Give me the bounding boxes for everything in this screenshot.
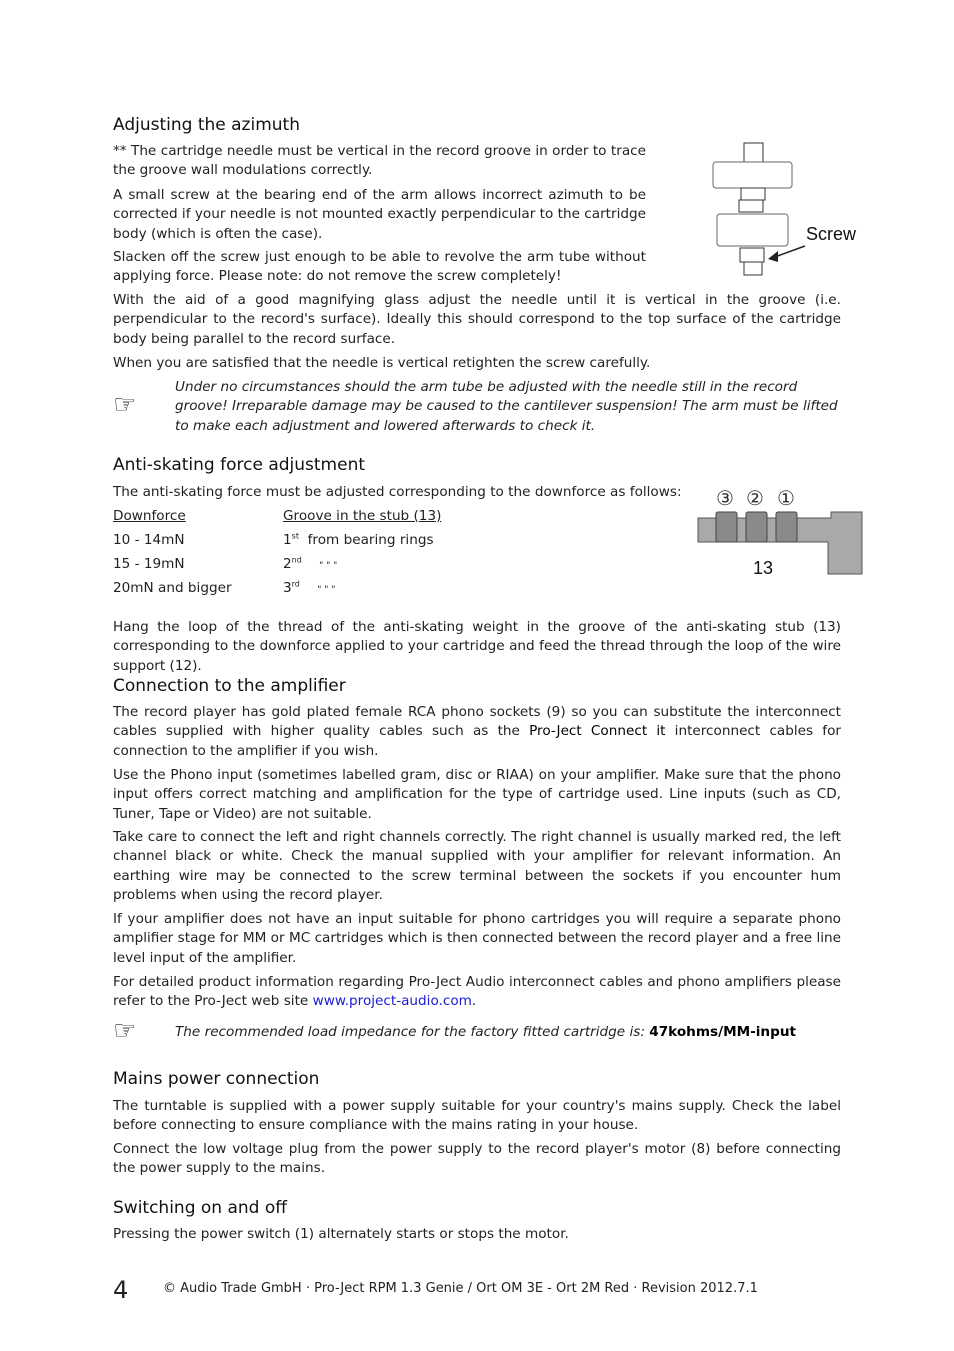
mains-heading: Mains power connection: [113, 1069, 320, 1089]
stub-ring-2: [746, 512, 767, 542]
amplifier-p3: Take care to connect the left and right channels correctly. The right channel is usually marked red, the left channel black or white. Check the manual supplied with your amplifier for relevant information. An earthing wire may be connected to the screw terminal between the sockets if you encounter hum problems when using the record player.: [113, 829, 841, 904]
azimuth-warning: Under no circumstances should the arm tube be adjusted with the needle still in the record groove! Irreparable damage may be caused to the cantilever suspension! The arm must be lifted to make each adjustment and lowered afterwards to check it.: [175, 379, 838, 434]
screw-label: Screw: [806, 224, 857, 244]
mains-p1: The turntable is supplied with a power supply suitable for your country's mains supply. Check the label before connecting to ensure compliance with the mains rating in your house.: [113, 1098, 841, 1134]
arm-top-block: [744, 143, 763, 162]
bearing-screw-block: [740, 248, 764, 262]
row-groove: 3rd " " ": [283, 579, 336, 596]
pointing-hand-icon: ☞: [113, 1016, 137, 1046]
connect-it-product: Pro-Ject Connect it: [529, 723, 666, 740]
azimuth-p5: When you are satisfied that the needle is vertical retighten the screw carefully.: [113, 355, 651, 371]
amplifier-p1: The record player has gold plated female RCA phono sockets (9) so you can substitute the interconnect cables supplied with higher quality cables such as the Pro-Ject Connect it interconnect cables for connection to the amplifier if you wish.: [113, 704, 841, 759]
cartridge-body: [717, 214, 788, 246]
page-number: 4: [113, 1276, 129, 1304]
azimuth-p1: ** The cartridge needle must be vertical in the record groove in order to trace the groove wall modulations correctly.: [113, 143, 646, 179]
stub-number: 13: [753, 558, 774, 578]
table-row: [113, 579, 336, 598]
impedance-note: The recommended load impedance for the factory fitted cartridge is: 47kohms/MM-input: [175, 1024, 797, 1040]
row-force: 15 - 19mN: [113, 556, 185, 572]
bearing-end: [744, 262, 762, 275]
row-force: 10 - 14mN: [113, 532, 185, 548]
arm-collar: [739, 200, 763, 212]
azimuth-figure: [710, 140, 857, 280]
antiskating-p1: Hang the loop of the thread of the anti-skating weight in the groove of the anti-skating stub (13) corresponding to the downforce applied to your cartridge and feed the thread through the loop of the wire support (12).: [113, 619, 841, 674]
amplifier-p4: If your amplifier does not have an input suitable for phono cartridges you will require a separate phono amplifier stage for MM or MC cartridges which is then connected between the record player and a free line level input of the amplifier.: [113, 911, 841, 966]
table-row: [113, 531, 434, 550]
row-groove: 1st from bearing rings: [283, 531, 434, 548]
row-force: 20mN and bigger: [113, 580, 232, 596]
ring-marker-2: ②: [746, 488, 764, 510]
azimuth-p2: A small screw at the bearing end of the arm allows incorrect azimuth to be corrected if your needle is not mounted exactly perpendicular to the cartridge body (which is often the case).: [113, 187, 646, 242]
antiskating-intro: The anti-skating force must be adjusted corresponding to the downforce as follows:: [113, 484, 682, 500]
arm-connector: [741, 188, 765, 200]
amplifier-p5: For detailed product information regarding Pro-Ject Audio interconnect cables and phono amplifiers please refer to the Pro-Ject web site www.project-audio.com.: [113, 974, 841, 1010]
azimuth-p4: With the aid of a good magnifying glass adjust the needle until it is vertical in the groove (i.e. perpendicular to the record's surface). Ideally this should correspond to the top surface of the cartridge body being parallel to the record surface.: [113, 292, 841, 347]
amplifier-p2: Use the Phono input (sometimes labelled gram, disc or RIAA) on your amplifier. Make sure that the phono input offers correct matching and amplification for the type of cartridge used. Line inputs (such as CD, Tuner, Tape or Video) are not suitable.: [113, 767, 841, 822]
pointing-hand-icon: ☞: [113, 390, 137, 420]
table-row: [113, 555, 338, 574]
antiskating-figure: [696, 482, 866, 582]
switching-heading: Switching on and off: [113, 1198, 287, 1218]
groove-header: Groove in the stub (13): [283, 508, 442, 524]
mains-p2: Connect the low voltage plug from the power supply to the record player's motor (8) before connecting the power supply to the mains.: [113, 1141, 841, 1177]
ring-marker-3: ③: [716, 488, 734, 510]
screw-arrowhead: [768, 251, 778, 262]
arm-tube-upper: [713, 162, 792, 188]
azimuth-heading: Adjusting the azimuth: [113, 115, 300, 135]
ring-marker-1: ①: [777, 488, 795, 510]
stub-ring-1: [776, 512, 797, 542]
footer-copyright: © Audio Trade GmbH · Pro-Ject RPM 1.3 Genie / Ort OM 3E - Ort 2M Red · Revision 2012.7.1: [163, 1281, 758, 1296]
row-groove: 2nd " " ": [283, 555, 338, 572]
azimuth-p3: Slacken off the screw just enough to be able to revolve the arm tube without applying force. Please note: do not remove the screw completely!: [113, 249, 646, 285]
downforce-header: Downforce: [113, 508, 186, 524]
antiskating-heading: Anti-skating force adjustment: [113, 455, 366, 475]
stub-ring-3: [716, 512, 737, 542]
project-audio-link[interactable]: www.project-audio.com: [312, 993, 472, 1010]
switching-p1: Pressing the power switch (1) alternately starts or stops the motor.: [113, 1226, 569, 1242]
amplifier-heading: Connection to the amplifier: [113, 676, 346, 696]
